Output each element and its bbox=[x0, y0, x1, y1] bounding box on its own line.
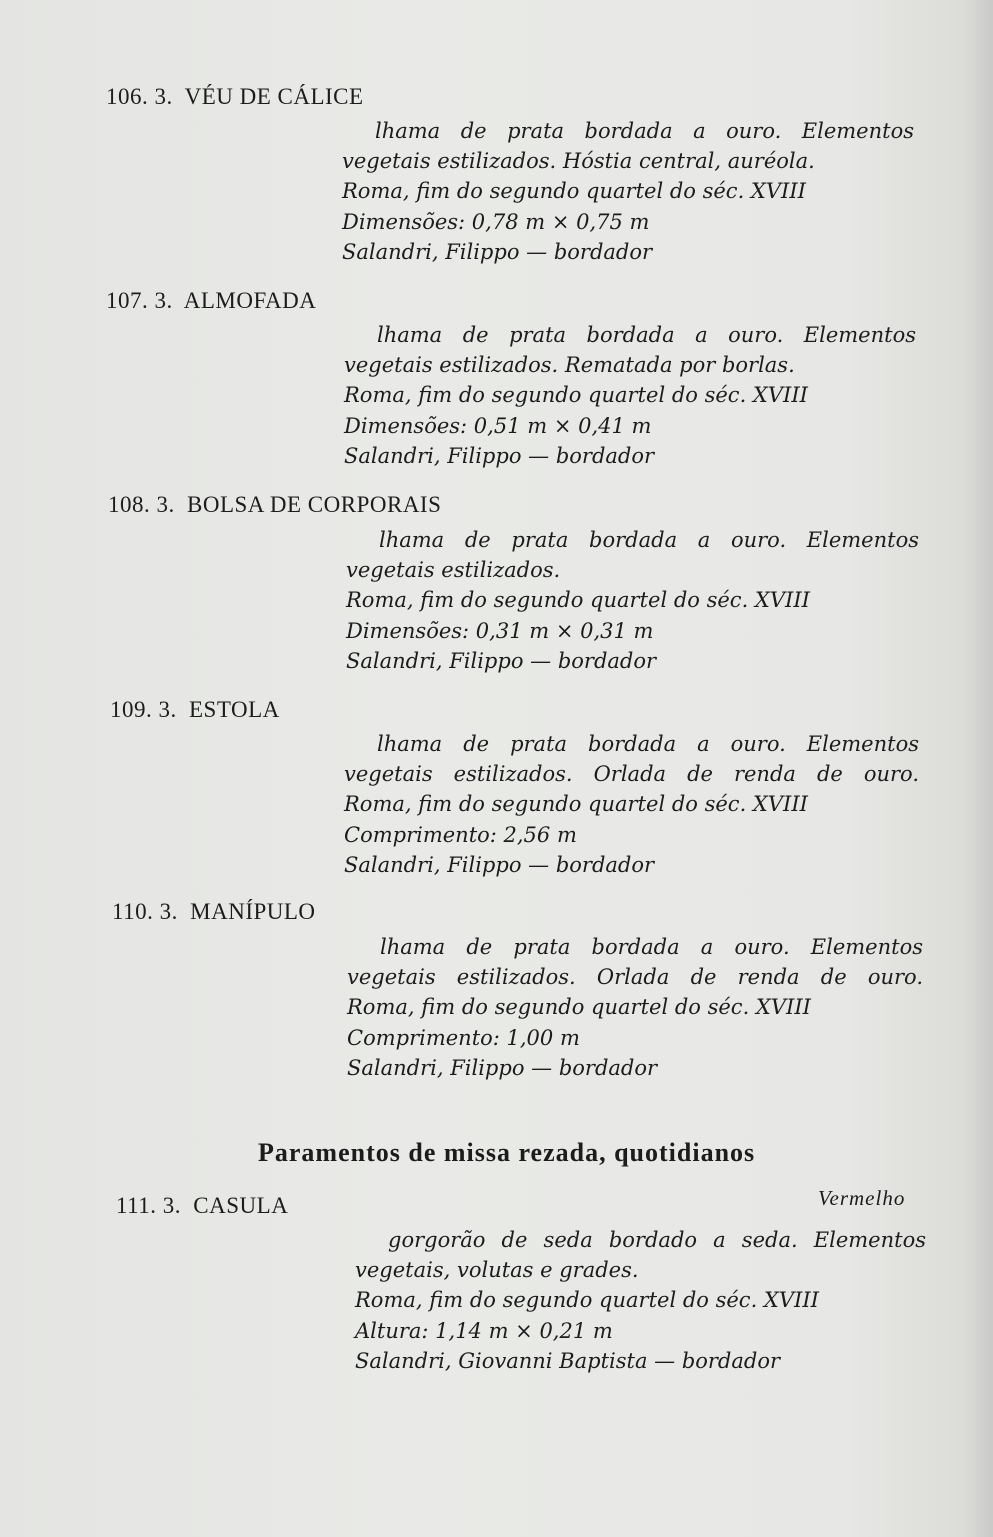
entry-heading bbox=[106, 84, 364, 110]
entry-heading bbox=[116, 1193, 288, 1219]
description-line: Roma, fim do segundo quartel do séc. XVIII bbox=[346, 588, 810, 613]
entry-title: ALMOFADA bbox=[183, 288, 317, 313]
entry-title: CASULA bbox=[193, 1193, 289, 1218]
entry-heading bbox=[112, 899, 316, 925]
entry-description bbox=[346, 525, 919, 676]
entry-description bbox=[342, 116, 914, 267]
description-line: lhama de prata bordada a ouro. Elementos bbox=[377, 323, 916, 347]
description-line: Salandri, Filippo — bordador bbox=[344, 852, 655, 877]
entry-description bbox=[347, 932, 923, 1083]
description-line: lhama de prata bordada a ouro. Elementos bbox=[379, 528, 919, 552]
description-line: Dimensões: 0,31 m × 0,31 m bbox=[346, 618, 654, 643]
entry-number: 110. 3. bbox=[112, 899, 178, 924]
description-line: Salandri, Filippo — bordador bbox=[342, 239, 653, 264]
entry-number: 111. 3. bbox=[116, 1193, 182, 1218]
description-line: Salandri, Filippo — bordador bbox=[347, 1055, 658, 1080]
entry-description bbox=[355, 1225, 926, 1376]
description-line: Salandri, Giovanni Baptista — bordador bbox=[355, 1348, 781, 1373]
description-line: Salandri, Filippo — bordador bbox=[346, 648, 657, 673]
description-line: vegetais estilizados. Rematada por borlas. bbox=[344, 353, 795, 378]
color-label: Vermelho bbox=[818, 1186, 906, 1210]
entry-number: 109. 3. bbox=[110, 697, 177, 722]
description-line: lhama de prata bordada a ouro. Elementos bbox=[380, 935, 923, 959]
description-line: vegetais estilizados. bbox=[346, 558, 561, 583]
description-line: Roma, fim do segundo quartel do séc. XVIII bbox=[344, 792, 808, 817]
description-line: gorgorão de seda bordado a seda. Elementos bbox=[388, 1228, 926, 1252]
entry-heading bbox=[108, 492, 441, 518]
entry-description bbox=[344, 729, 919, 880]
entry-title: MANÍPULO bbox=[190, 899, 316, 924]
entry-number: 107. 3. bbox=[106, 288, 173, 313]
description-line: lhama de prata bordada a ouro. Elementos bbox=[375, 119, 914, 143]
description-line: Salandri, Filippo — bordador bbox=[344, 443, 655, 468]
description-line: Roma, fim do segundo quartel do séc. XVIII bbox=[347, 995, 811, 1020]
entry-title: BOLSA DE CORPORAIS bbox=[187, 492, 442, 517]
entry-heading bbox=[106, 288, 316, 314]
description-line: Roma, fim do segundo quartel do séc. XVIII bbox=[344, 383, 808, 408]
description-line: vegetais estilizados. Hóstia central, auréola. bbox=[342, 149, 815, 174]
entry-title: VÉU DE CÁLICE bbox=[184, 84, 364, 109]
entry-description bbox=[344, 320, 916, 471]
entry-title: ESTOLA bbox=[189, 697, 280, 722]
description-line: Dimensões: 0,78 m × 0,75 m bbox=[342, 209, 650, 234]
description-line: Comprimento: 2,56 m bbox=[344, 822, 577, 847]
description-line: lhama de prata bordada a ouro. Elementos bbox=[377, 732, 919, 756]
section-title: Paramentos de missa rezada, quotidianos bbox=[258, 1138, 756, 1167]
description-line: Altura: 1,14 m × 0,21 m bbox=[355, 1318, 613, 1343]
description-line: vegetais estilizados. Orlada de renda de ouro. bbox=[347, 965, 923, 990]
description-line: vegetais, volutas e grades. bbox=[355, 1258, 639, 1283]
description-line: Comprimento: 1,00 m bbox=[347, 1025, 580, 1050]
entry-number: 106. 3. bbox=[106, 84, 173, 109]
description-line: Roma, fim do segundo quartel do séc. XVIII bbox=[355, 1288, 819, 1313]
description-line: Roma, fim do segundo quartel do séc. XVIII bbox=[342, 179, 806, 204]
entry-heading bbox=[110, 697, 280, 723]
description-line: vegetais estilizados. Orlada de renda de ouro. bbox=[344, 762, 919, 787]
entry-number: 108. 3. bbox=[108, 492, 175, 517]
description-line: Dimensões: 0,51 m × 0,41 m bbox=[344, 413, 652, 438]
